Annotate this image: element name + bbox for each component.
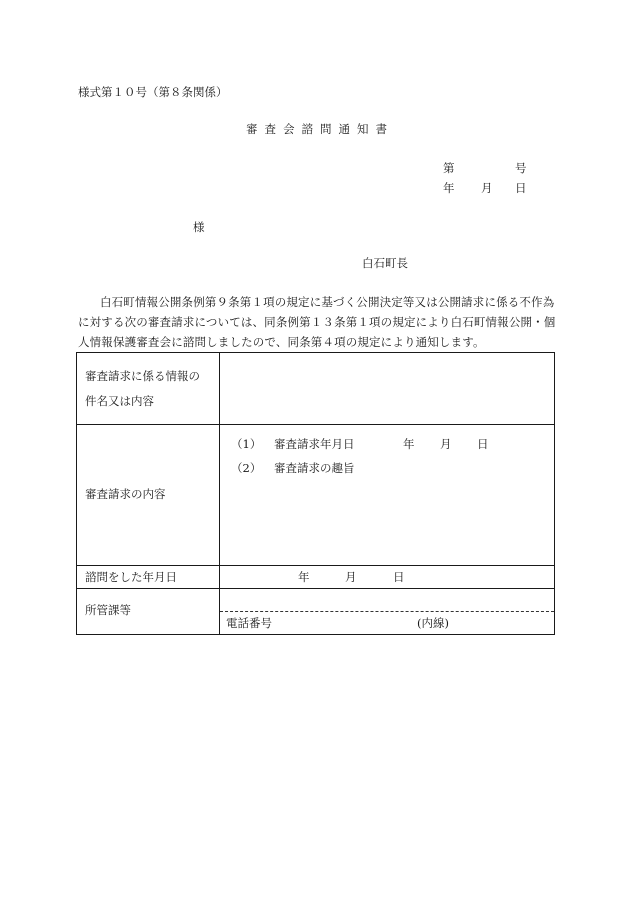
reference-number-prefix: 第 xyxy=(443,161,455,175)
issue-date-day: 日 xyxy=(515,181,527,195)
form-number: 様式第１０号（第８条関係） xyxy=(78,85,228,99)
subject-label-cell xyxy=(77,353,220,425)
department-phone-line xyxy=(220,612,554,634)
request-content-value-cell[interactable] xyxy=(220,425,555,566)
item2-number: （2） xyxy=(231,461,262,475)
body-paragraph: 白石町情報公開条例第９条第１項の規定に基づく公開決定等又は公開請求に係る不作為に対する次の審査請求については、同条例第１３条第１項の規定により白石町情報公開・個人情報保護審査会に諮問しましたので、同条第４項の規定により通知します。 xyxy=(78,295,556,349)
inquiry-year: 年 xyxy=(298,570,310,584)
item1-text: 審査請求年月日 xyxy=(274,437,355,451)
request-content-label: 審査請求の内容 xyxy=(85,487,166,501)
addressee-honorific: 様 xyxy=(193,220,205,234)
request-content-label-cell xyxy=(77,425,220,566)
table-row-inquiry-date xyxy=(77,566,555,589)
sender-name: 白石町長 xyxy=(362,256,408,270)
table-row-request-content xyxy=(77,425,555,566)
issue-date-year: 年 xyxy=(443,181,455,195)
table-row-subject xyxy=(77,353,555,425)
issue-date-month: 月 xyxy=(481,181,493,195)
request-purpose-item xyxy=(231,456,554,480)
document-title: 審査会諮問通知書 xyxy=(246,122,394,136)
department-label-cell xyxy=(77,589,220,635)
reference-number-suffix: 号 xyxy=(515,161,527,175)
subject-value-cell[interactable] xyxy=(220,353,555,425)
department-label: 所管課等 xyxy=(85,603,131,617)
inquiry-month: 月 xyxy=(345,570,357,584)
extension-label: (内線) xyxy=(417,616,449,630)
department-name-line[interactable] xyxy=(220,589,554,612)
request-date-item xyxy=(231,432,554,456)
item1-month: 月 xyxy=(440,437,452,451)
inquiry-day: 日 xyxy=(393,570,405,584)
item1-year: 年 xyxy=(403,437,415,451)
subject-label-line1: 審査請求に係る情報の xyxy=(85,369,200,383)
inquiry-date-label-cell xyxy=(77,566,220,589)
subject-label-line2: 件名又は内容 xyxy=(85,394,154,408)
notification-form-table xyxy=(76,352,555,635)
inquiry-date-value-cell[interactable] xyxy=(220,566,555,589)
item2-text: 審査請求の趣旨 xyxy=(274,461,355,475)
item1-number: （1） xyxy=(231,437,262,451)
inquiry-date-label: 諮問をした年月日 xyxy=(85,570,177,584)
phone-label: 電話番号 xyxy=(226,616,272,630)
table-row-department xyxy=(77,589,555,635)
item1-day: 日 xyxy=(477,437,489,451)
department-value-cell[interactable] xyxy=(220,589,555,635)
